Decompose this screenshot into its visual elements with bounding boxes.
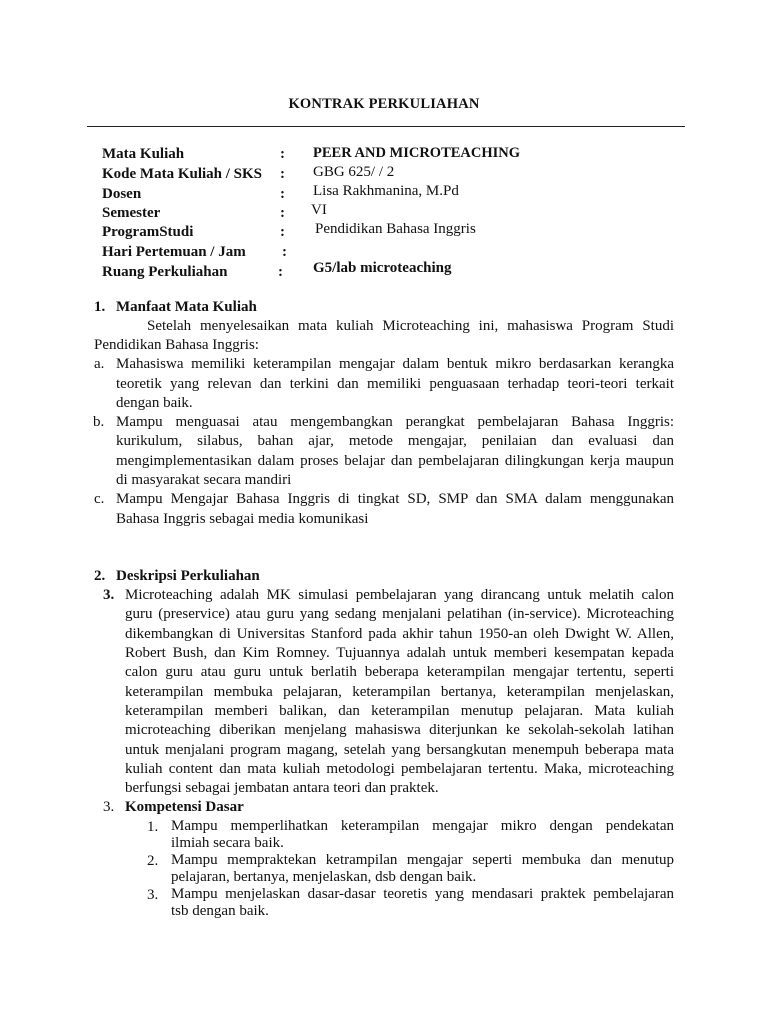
paragraph-line: kuliah content dan mata kuliah metodologi pembelajaran tertentu. Maka, microteaching [125,761,674,777]
list-item-line: teoretik yang relevan dan terkini dan memiliki penguasaan terhadap teori-teori terkait [116,376,674,392]
list-item-line: Mampu menguasai atau mengembangkan perangkat pembelajaran Bahasa Inggris: [116,414,674,430]
paragraph-line: dikembangkan di Universitas Stanford pada akhir tahun 1950-an oleh Dwight W. Allen, [125,626,674,642]
info-colon: : [280,146,285,162]
info-label-kode: Kode Mata Kuliah / SKS [102,166,263,182]
info-label-hari-jam: Hari Pertemuan / Jam [102,244,246,260]
info-value-ruang: G5/lab microteaching [313,260,452,276]
list-item-line: pelajaran, bertanya, menjelaskan, dsb dengan baik. [171,869,477,885]
info-value-program-studi: Pendidikan Bahasa Inggris [315,221,476,237]
paragraph-line: Microteaching adalah MK simulasi pembelajaran yang dirancang untuk melatih calon [125,587,674,603]
document-title: KONTRAK PERKULIAHAN [288,96,480,112]
list-item-line: di masyarakat secara mandiri [116,472,292,488]
list-item-line: Mampu Mengajar Bahasa Inggris di tingkat SD, SMP dan SMA dalam menggunakan [116,491,674,507]
title-divider [87,126,685,127]
list-marker: 1. [147,819,159,835]
paragraph-marker: 3. [103,587,115,603]
paragraph-line: calon guru atau guru untuk berlatih beberapa keterampilan mengajar tertentu, seperti [125,664,674,680]
list-marker: b. [93,414,105,430]
section-heading: Manfaat Mata Kuliah [116,299,257,315]
list-item-line: dengan baik. [116,395,193,411]
info-label-semester: Semester [102,205,161,221]
info-colon: : [280,205,285,221]
paragraph-line: Setelah menyelesaikan mata kuliah Microteaching ini, mahasiswa Program Studi [147,318,674,334]
list-marker: 2. [147,853,159,869]
paragraph-line: guru (preservice) atau guru yang sedang menjalani pelatihan (in-service). Microteaching [125,606,674,622]
list-marker: 3. [147,887,159,903]
info-colon: : [280,186,285,202]
list-item-line: Mampu mempraktekan ketrampilan mengajar seperti membuka dan menutup [171,852,674,868]
info-label-ruang: Ruang Perkuliahan [102,264,228,280]
list-item-line: mengimplementasikan dalam proses belajar dan pembelajaran dilingkungan kerja maupun [116,453,674,469]
info-label-program-studi: ProgramStudi [102,224,194,240]
info-label-mata-kuliah: Mata Kuliah [102,146,185,162]
info-colon: : [282,244,287,260]
section-number: 3. [103,799,115,815]
list-item-line: ilmiah secara baik. [171,835,284,851]
info-value-mata-kuliah: PEER AND MICROTEACHING [313,145,521,161]
section-heading: Kompetensi Dasar [125,799,244,815]
section-heading: Deskripsi Perkuliahan [116,568,260,584]
list-item-line: Mampu menjelaskan dasar-dasar teoretis yang mendasari praktek pembelajaran [171,886,674,902]
paragraph-line: berfungsi sebagai jembatan antara teori dan praktek. [125,780,439,796]
info-value-kode: GBG 625/ / 2 [313,164,395,180]
list-item-line: kurikulum, silabus, bahan ajar, metode mengajar, penilaian dan evaluasi dan [116,433,674,449]
info-colon: : [280,224,285,240]
section-number: 2. [94,568,106,584]
info-label-dosen: Dosen [102,186,142,202]
info-colon: : [280,166,285,182]
list-item-line: Mahasiswa memiliki keterampilan mengajar dalam bentuk mikro berdasarkan kerangka [116,356,674,372]
info-value-dosen: Lisa Rakhmanina, M.Pd [313,183,459,199]
section-number: 1. [94,299,106,315]
list-item-line: tsb dengan baik. [171,903,269,919]
paragraph-line: Robert Bush, dan Kim Romney. Tujuannya adalah untuk memberi kesempatan kepada [125,645,674,661]
info-colon: : [278,264,283,280]
list-item-line: Mampu memperlihatkan keterampilan mengajar mikro dengan pendekatan [171,818,674,834]
list-marker: c. [94,491,105,507]
paragraph-line: untuk menjalani program magang, setelah yang bersangkutan menempuh beberapa mata [125,742,674,758]
paragraph-line: Pendidikan Bahasa Inggris: [94,337,259,353]
paragraph-line: keterampilan membuka pelajaran, keterampilan bertanya, keterampilan menjelaskan, [125,684,674,700]
list-item-line: Bahasa Inggris sebagai media komunikasi [116,511,369,527]
info-value-semester: VI [311,202,327,218]
paragraph-line: keterampilan memberi balikan, dan keterampilan menutup pelajaran. Mata kuliah [125,703,674,719]
paragraph-line: microteaching diberikan menjelang mahasiswa diterjunkan ke sekolah-sekolah latihan [125,722,674,738]
list-marker: a. [94,356,105,372]
